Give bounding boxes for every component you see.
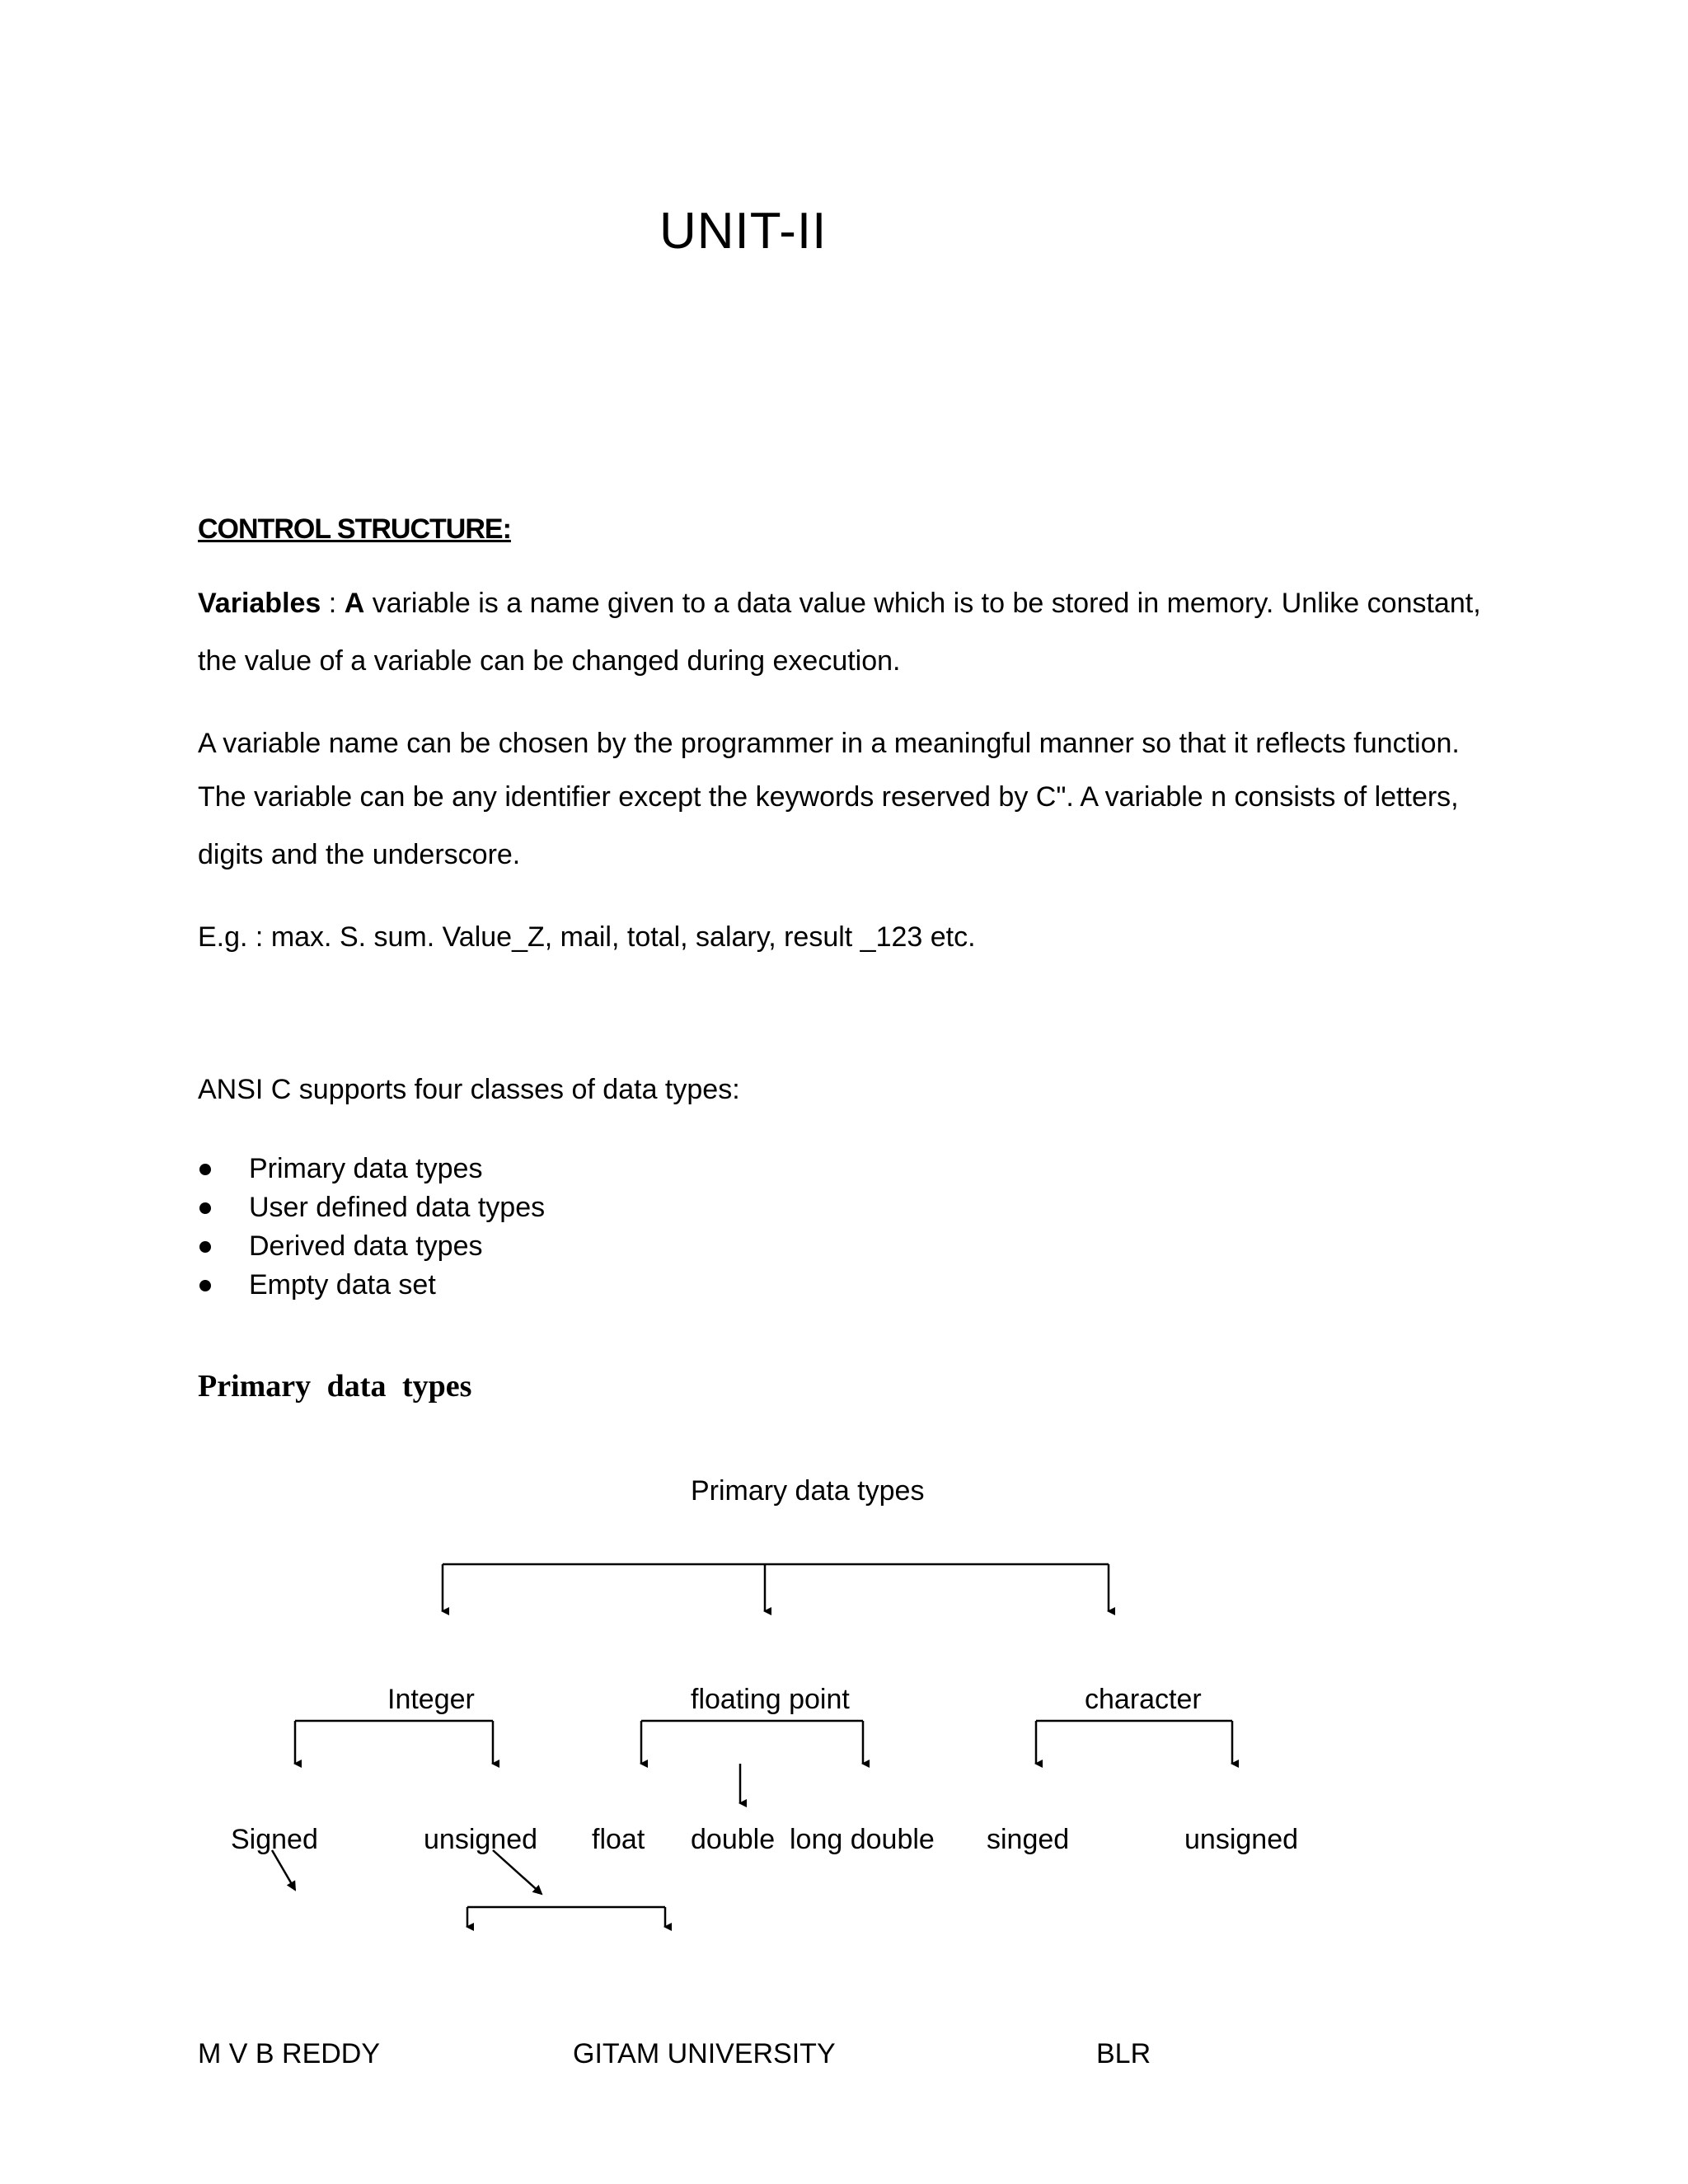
list-item: Derived data types bbox=[198, 1227, 545, 1266]
diagram-root-label: Primary data types bbox=[691, 1475, 925, 1507]
diagram-floating-label: floating point bbox=[691, 1684, 850, 1715]
variables-label: Variables bbox=[198, 588, 321, 619]
variables-line-2: the value of a variable can be changed during execution. bbox=[198, 645, 901, 677]
footer-institution: GITAM UNIVERSITY bbox=[573, 2038, 836, 2069]
section-heading: CONTROL STRUCTURE: bbox=[198, 513, 511, 545]
signed-diagonal-arrow bbox=[272, 1850, 295, 1890]
list-item: Empty data set bbox=[198, 1266, 545, 1305]
variables-line-1-text: variable is a name given to a data value which is to be stored in memory. Unlike constant, bbox=[364, 588, 1481, 619]
naming-line-1: A variable name can be chosen by the programmer in a meaningful manner so that it reflects function. bbox=[198, 728, 1460, 759]
list-item: Primary data types bbox=[198, 1150, 545, 1188]
diagram-double-label: double bbox=[691, 1824, 776, 1855]
variables-lead-letter: A bbox=[344, 588, 365, 619]
diagram-char-unsigned-label: unsigned bbox=[1184, 1824, 1299, 1855]
diagram-float-label: float bbox=[592, 1824, 645, 1855]
unsigned-diagonal-arrow bbox=[493, 1850, 542, 1894]
unit-title: UNIT-II bbox=[659, 203, 828, 260]
diagram-integer-label: Integer bbox=[387, 1684, 475, 1715]
diagram-unsigned-label: unsigned bbox=[424, 1824, 538, 1855]
primary-data-types-heading: Primary data types bbox=[198, 1369, 472, 1404]
diagram-character-label: character bbox=[1085, 1684, 1202, 1715]
footer-author: M V B REDDY bbox=[198, 2038, 381, 2069]
footer-location: BLR bbox=[1096, 2038, 1151, 2069]
naming-line-2: The variable can be any identifier except the keywords reserved by C". A variable n consists of letters, bbox=[198, 781, 1459, 813]
ansi-line: ANSI C supports four classes of data types: bbox=[198, 1074, 740, 1105]
list-item: User defined data types bbox=[198, 1188, 545, 1227]
diagram-signed-label: Signed bbox=[231, 1824, 318, 1855]
diagram-long-double-label: long double bbox=[790, 1824, 935, 1855]
naming-line-3: digits and the underscore. bbox=[198, 839, 521, 870]
variables-separator: : bbox=[321, 588, 345, 619]
diagram-singed-label: singed bbox=[987, 1824, 1070, 1855]
example-line: E.g. : max. S. sum. Value_Z, mail, total, salary, result _123 etc. bbox=[198, 921, 976, 953]
